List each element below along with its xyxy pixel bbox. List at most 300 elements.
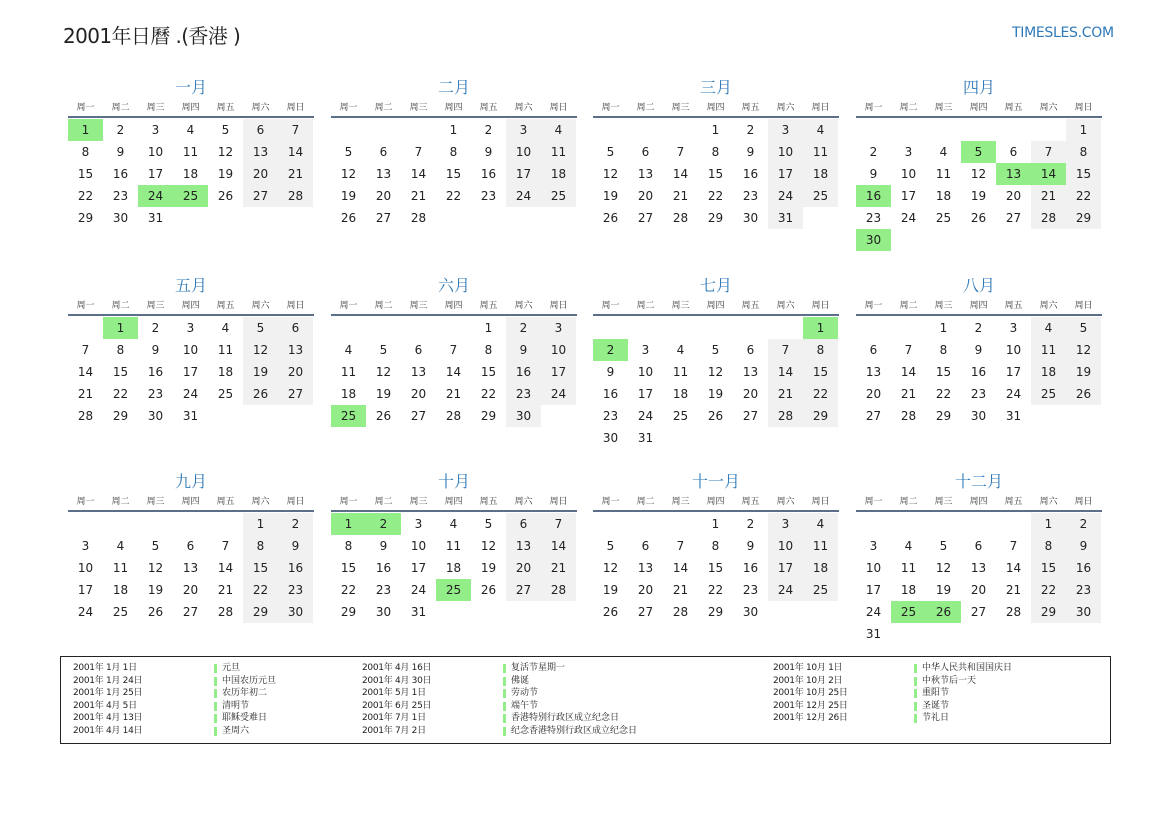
day-cell[interactable]: 23: [147, 387, 164, 401]
day-cell[interactable]: 24: [506, 185, 541, 207]
day-cell[interactable]: 4: [186, 123, 195, 137]
day-cell[interactable]: 2: [116, 123, 125, 137]
day-cell[interactable]: 27: [1005, 211, 1022, 225]
day-cell[interactable]: 6: [414, 343, 423, 357]
day-cell[interactable]: 22: [243, 579, 278, 601]
day-cell[interactable]: 19: [243, 361, 278, 383]
day-cell[interactable]: 2: [151, 321, 160, 335]
day-cell[interactable]: 25: [803, 579, 838, 601]
day-cell[interactable]: 20: [278, 361, 313, 383]
holiday-day-cell[interactable]: 1: [68, 119, 103, 141]
day-cell[interactable]: 19: [340, 189, 357, 203]
day-cell[interactable]: 1: [711, 517, 720, 531]
day-cell[interactable]: 14: [900, 365, 917, 379]
day-cell[interactable]: 3: [904, 145, 913, 159]
day-cell[interactable]: 6: [243, 119, 278, 141]
day-cell[interactable]: 8: [449, 145, 458, 159]
day-cell[interactable]: 24: [768, 579, 803, 601]
day-cell[interactable]: 2: [746, 123, 755, 137]
day-cell[interactable]: 18: [900, 583, 917, 597]
day-cell[interactable]: 8: [711, 145, 720, 159]
day-cell[interactable]: 17: [637, 387, 654, 401]
day-cell[interactable]: 11: [900, 561, 917, 575]
day-cell[interactable]: 12: [602, 561, 619, 575]
day-cell[interactable]: 11: [672, 365, 689, 379]
day-cell[interactable]: 13: [506, 535, 541, 557]
day-cell[interactable]: 18: [112, 583, 129, 597]
day-cell[interactable]: 8: [803, 339, 838, 361]
day-cell[interactable]: 30: [375, 605, 392, 619]
day-cell[interactable]: 22: [1031, 579, 1066, 601]
day-cell[interactable]: 26: [1066, 383, 1101, 405]
day-cell[interactable]: 25: [217, 387, 234, 401]
day-cell[interactable]: 13: [182, 561, 199, 575]
day-cell[interactable]: 5: [221, 123, 230, 137]
day-cell[interactable]: 12: [935, 561, 952, 575]
holiday-day-cell[interactable]: 13: [996, 163, 1031, 185]
day-cell[interactable]: 7: [1031, 141, 1066, 163]
day-cell[interactable]: 9: [379, 539, 388, 553]
day-cell[interactable]: 2: [746, 517, 755, 531]
day-cell[interactable]: 16: [112, 167, 129, 181]
day-cell[interactable]: 26: [480, 583, 497, 597]
day-cell[interactable]: 31: [182, 409, 199, 423]
day-cell[interactable]: 24: [410, 583, 427, 597]
day-cell[interactable]: 26: [217, 189, 234, 203]
day-cell[interactable]: 29: [707, 605, 724, 619]
day-cell[interactable]: 27: [637, 605, 654, 619]
day-cell[interactable]: 24: [865, 605, 882, 619]
day-cell[interactable]: 10: [768, 141, 803, 163]
day-cell[interactable]: 6: [1009, 145, 1018, 159]
day-cell[interactable]: 30: [1066, 601, 1101, 623]
day-cell[interactable]: 29: [112, 409, 129, 423]
day-cell[interactable]: 19: [375, 387, 392, 401]
holiday-day-cell[interactable]: 25: [891, 601, 926, 623]
day-cell[interactable]: 4: [449, 517, 458, 531]
day-cell[interactable]: 18: [217, 365, 234, 379]
day-cell[interactable]: 6: [506, 513, 541, 535]
day-cell[interactable]: 13: [410, 365, 427, 379]
day-cell[interactable]: 28: [768, 405, 803, 427]
day-cell[interactable]: 31: [1005, 409, 1022, 423]
day-cell[interactable]: 10: [147, 145, 164, 159]
day-cell[interactable]: 23: [480, 189, 497, 203]
day-cell[interactable]: 19: [707, 387, 724, 401]
day-cell[interactable]: 24: [77, 605, 94, 619]
day-cell[interactable]: 15: [1066, 163, 1101, 185]
day-cell[interactable]: 22: [1066, 185, 1101, 207]
day-cell[interactable]: 25: [1031, 383, 1066, 405]
day-cell[interactable]: 23: [742, 583, 759, 597]
day-cell[interactable]: 3: [1009, 321, 1018, 335]
day-cell[interactable]: 26: [243, 383, 278, 405]
holiday-day-cell[interactable]: 2: [593, 339, 628, 361]
day-cell[interactable]: 11: [1031, 339, 1066, 361]
day-cell[interactable]: 27: [182, 605, 199, 619]
day-cell[interactable]: 29: [803, 405, 838, 427]
day-cell[interactable]: 16: [506, 361, 541, 383]
day-cell[interactable]: 7: [278, 119, 313, 141]
day-cell[interactable]: 27: [278, 383, 313, 405]
day-cell[interactable]: 17: [182, 365, 199, 379]
holiday-day-cell[interactable]: 25: [331, 405, 366, 427]
holiday-day-cell[interactable]: 2: [366, 513, 401, 535]
day-cell[interactable]: 10: [768, 535, 803, 557]
day-cell[interactable]: 4: [939, 145, 948, 159]
day-cell[interactable]: 22: [445, 189, 462, 203]
day-cell[interactable]: 27: [970, 605, 987, 619]
day-cell[interactable]: 11: [803, 535, 838, 557]
day-cell[interactable]: 14: [672, 167, 689, 181]
day-cell[interactable]: 5: [484, 517, 493, 531]
day-cell[interactable]: 22: [707, 583, 724, 597]
day-cell[interactable]: 4: [1031, 317, 1066, 339]
day-cell[interactable]: 20: [637, 583, 654, 597]
day-cell[interactable]: 9: [484, 145, 493, 159]
day-cell[interactable]: 11: [217, 343, 234, 357]
day-cell[interactable]: 18: [935, 189, 952, 203]
day-cell[interactable]: 1: [449, 123, 458, 137]
day-cell[interactable]: 12: [243, 339, 278, 361]
day-cell[interactable]: 16: [742, 167, 759, 181]
day-cell[interactable]: 1: [1031, 513, 1066, 535]
day-cell[interactable]: 5: [606, 539, 615, 553]
day-cell[interactable]: 9: [746, 145, 755, 159]
day-cell[interactable]: 24: [768, 185, 803, 207]
day-cell[interactable]: 8: [1066, 141, 1101, 163]
day-cell[interactable]: 27: [243, 185, 278, 207]
day-cell[interactable]: 6: [746, 343, 755, 357]
day-cell[interactable]: 30: [147, 409, 164, 423]
day-cell[interactable]: 17: [768, 557, 803, 579]
day-cell[interactable]: 11: [182, 145, 199, 159]
day-cell[interactable]: 10: [506, 141, 541, 163]
day-cell[interactable]: 16: [1066, 557, 1101, 579]
holiday-day-cell[interactable]: 24: [138, 185, 173, 207]
day-cell[interactable]: 20: [865, 387, 882, 401]
day-cell[interactable]: 13: [865, 365, 882, 379]
day-cell[interactable]: 6: [974, 539, 983, 553]
day-cell[interactable]: 22: [803, 383, 838, 405]
holiday-day-cell[interactable]: 30: [856, 229, 891, 251]
day-cell[interactable]: 22: [935, 387, 952, 401]
day-cell[interactable]: 12: [340, 167, 357, 181]
day-cell[interactable]: 23: [278, 579, 313, 601]
day-cell[interactable]: 11: [340, 365, 357, 379]
day-cell[interactable]: 14: [445, 365, 462, 379]
holiday-day-cell[interactable]: 25: [173, 185, 208, 207]
day-cell[interactable]: 3: [768, 513, 803, 535]
day-cell[interactable]: 1: [711, 123, 720, 137]
day-cell[interactable]: 10: [1005, 343, 1022, 357]
day-cell[interactable]: 30: [278, 601, 313, 623]
day-cell[interactable]: 11: [445, 539, 462, 553]
day-cell[interactable]: 21: [672, 583, 689, 597]
day-cell[interactable]: 15: [1031, 557, 1066, 579]
day-cell[interactable]: 13: [243, 141, 278, 163]
day-cell[interactable]: 28: [278, 185, 313, 207]
day-cell[interactable]: 19: [1066, 361, 1101, 383]
day-cell[interactable]: 23: [970, 387, 987, 401]
day-cell[interactable]: 28: [900, 409, 917, 423]
day-cell[interactable]: 31: [410, 605, 427, 619]
day-cell[interactable]: 28: [410, 211, 427, 225]
day-cell[interactable]: 22: [707, 189, 724, 203]
day-cell[interactable]: 5: [711, 343, 720, 357]
day-cell[interactable]: 20: [410, 387, 427, 401]
day-cell[interactable]: 16: [375, 561, 392, 575]
day-cell[interactable]: 10: [900, 167, 917, 181]
day-cell[interactable]: 14: [217, 561, 234, 575]
day-cell[interactable]: 2: [1066, 513, 1101, 535]
day-cell[interactable]: 5: [939, 539, 948, 553]
day-cell[interactable]: 9: [506, 339, 541, 361]
day-cell[interactable]: 19: [147, 583, 164, 597]
day-cell[interactable]: 5: [1066, 317, 1101, 339]
day-cell[interactable]: 8: [243, 535, 278, 557]
day-cell[interactable]: 24: [900, 211, 917, 225]
day-cell[interactable]: 3: [81, 539, 90, 553]
day-cell[interactable]: 21: [1031, 185, 1066, 207]
day-cell[interactable]: 26: [602, 211, 619, 225]
day-cell[interactable]: 10: [865, 561, 882, 575]
day-cell[interactable]: 5: [151, 539, 160, 553]
day-cell[interactable]: 21: [77, 387, 94, 401]
day-cell[interactable]: 27: [742, 409, 759, 423]
day-cell[interactable]: 23: [506, 383, 541, 405]
day-cell[interactable]: 18: [803, 557, 838, 579]
day-cell[interactable]: 16: [147, 365, 164, 379]
day-cell[interactable]: 9: [1066, 535, 1101, 557]
day-cell[interactable]: 1: [939, 321, 948, 335]
day-cell[interactable]: 6: [186, 539, 195, 553]
day-cell[interactable]: 19: [970, 189, 987, 203]
day-cell[interactable]: 29: [340, 605, 357, 619]
day-cell[interactable]: 3: [186, 321, 195, 335]
day-cell[interactable]: 20: [970, 583, 987, 597]
day-cell[interactable]: 13: [375, 167, 392, 181]
day-cell[interactable]: 14: [672, 561, 689, 575]
day-cell[interactable]: 19: [217, 167, 234, 181]
day-cell[interactable]: 15: [803, 361, 838, 383]
day-cell[interactable]: 28: [217, 605, 234, 619]
day-cell[interactable]: 28: [445, 409, 462, 423]
day-cell[interactable]: 8: [344, 539, 353, 553]
day-cell[interactable]: 18: [1031, 361, 1066, 383]
day-cell[interactable]: 21: [217, 583, 234, 597]
day-cell[interactable]: 23: [742, 189, 759, 203]
day-cell[interactable]: 30: [506, 405, 541, 427]
day-cell[interactable]: 15: [445, 167, 462, 181]
day-cell[interactable]: 17: [77, 583, 94, 597]
day-cell[interactable]: 4: [676, 343, 685, 357]
day-cell[interactable]: 13: [637, 561, 654, 575]
holiday-day-cell[interactable]: 14: [1031, 163, 1066, 185]
day-cell[interactable]: 5: [243, 317, 278, 339]
day-cell[interactable]: 18: [672, 387, 689, 401]
holiday-day-cell[interactable]: 1: [103, 317, 138, 339]
day-cell[interactable]: 23: [375, 583, 392, 597]
day-cell[interactable]: 13: [742, 365, 759, 379]
day-cell[interactable]: 6: [869, 343, 878, 357]
day-cell[interactable]: 14: [1005, 561, 1022, 575]
holiday-day-cell[interactable]: 16: [856, 185, 891, 207]
day-cell[interactable]: 23: [112, 189, 129, 203]
day-cell[interactable]: 12: [217, 145, 234, 159]
day-cell[interactable]: 18: [803, 163, 838, 185]
holiday-day-cell[interactable]: 5: [961, 141, 996, 163]
day-cell[interactable]: 21: [900, 387, 917, 401]
day-cell[interactable]: 5: [606, 145, 615, 159]
day-cell[interactable]: 26: [375, 409, 392, 423]
day-cell[interactable]: 4: [541, 119, 576, 141]
day-cell[interactable]: 18: [541, 163, 576, 185]
day-cell[interactable]: 13: [970, 561, 987, 575]
day-cell[interactable]: 12: [147, 561, 164, 575]
day-cell[interactable]: 4: [803, 119, 838, 141]
holiday-day-cell[interactable]: 1: [331, 513, 366, 535]
day-cell[interactable]: 23: [865, 211, 882, 225]
day-cell[interactable]: 1: [484, 321, 493, 335]
day-cell[interactable]: 8: [81, 145, 90, 159]
day-cell[interactable]: 2: [974, 321, 983, 335]
day-cell[interactable]: 26: [707, 409, 724, 423]
day-cell[interactable]: 11: [803, 141, 838, 163]
day-cell[interactable]: 25: [803, 185, 838, 207]
day-cell[interactable]: 2: [484, 123, 493, 137]
day-cell[interactable]: 7: [676, 539, 685, 553]
day-cell[interactable]: 4: [904, 539, 913, 553]
day-cell[interactable]: 16: [602, 387, 619, 401]
day-cell[interactable]: 22: [480, 387, 497, 401]
day-cell[interactable]: 1: [243, 513, 278, 535]
day-cell[interactable]: 27: [375, 211, 392, 225]
day-cell[interactable]: 10: [541, 339, 576, 361]
day-cell[interactable]: 8: [711, 539, 720, 553]
day-cell[interactable]: 17: [541, 361, 576, 383]
day-cell[interactable]: 7: [676, 145, 685, 159]
day-cell[interactable]: 29: [77, 211, 94, 225]
day-cell[interactable]: 4: [344, 343, 353, 357]
day-cell[interactable]: 17: [865, 583, 882, 597]
day-cell[interactable]: 6: [278, 317, 313, 339]
day-cell[interactable]: 10: [77, 561, 94, 575]
day-cell[interactable]: 4: [803, 513, 838, 535]
day-cell[interactable]: 9: [974, 343, 983, 357]
day-cell[interactable]: 29: [935, 409, 952, 423]
day-cell[interactable]: 14: [541, 535, 576, 557]
day-cell[interactable]: 21: [410, 189, 427, 203]
day-cell[interactable]: 26: [602, 605, 619, 619]
day-cell[interactable]: 26: [147, 605, 164, 619]
day-cell[interactable]: 25: [541, 185, 576, 207]
day-cell[interactable]: 11: [935, 167, 952, 181]
day-cell[interactable]: 10: [410, 539, 427, 553]
day-cell[interactable]: 10: [182, 343, 199, 357]
day-cell[interactable]: 29: [1066, 207, 1101, 229]
day-cell[interactable]: 15: [480, 365, 497, 379]
day-cell[interactable]: 15: [707, 167, 724, 181]
day-cell[interactable]: 17: [147, 167, 164, 181]
day-cell[interactable]: 23: [602, 409, 619, 423]
day-cell[interactable]: 14: [768, 361, 803, 383]
day-cell[interactable]: 30: [742, 211, 759, 225]
day-cell[interactable]: 24: [1005, 387, 1022, 401]
day-cell[interactable]: 31: [865, 627, 882, 641]
day-cell[interactable]: 30: [602, 431, 619, 445]
day-cell[interactable]: 24: [637, 409, 654, 423]
day-cell[interactable]: 20: [742, 387, 759, 401]
day-cell[interactable]: 7: [449, 343, 458, 357]
day-cell[interactable]: 20: [637, 189, 654, 203]
day-cell[interactable]: 12: [707, 365, 724, 379]
day-cell[interactable]: 31: [768, 207, 803, 229]
day-cell[interactable]: 17: [1005, 365, 1022, 379]
day-cell[interactable]: 3: [768, 119, 803, 141]
day-cell[interactable]: 22: [340, 583, 357, 597]
day-cell[interactable]: 18: [340, 387, 357, 401]
holiday-day-cell[interactable]: 25: [436, 579, 471, 601]
day-cell[interactable]: 15: [707, 561, 724, 575]
day-cell[interactable]: 18: [182, 167, 199, 181]
day-cell[interactable]: 14: [278, 141, 313, 163]
day-cell[interactable]: 19: [480, 561, 497, 575]
day-cell[interactable]: 3: [151, 123, 160, 137]
day-cell[interactable]: 28: [541, 579, 576, 601]
day-cell[interactable]: 4: [221, 321, 230, 335]
day-cell[interactable]: 20: [243, 163, 278, 185]
day-cell[interactable]: 8: [1031, 535, 1066, 557]
day-cell[interactable]: 8: [939, 343, 948, 357]
day-cell[interactable]: 9: [116, 145, 125, 159]
day-cell[interactable]: 1: [1066, 119, 1101, 141]
day-cell[interactable]: 21: [1005, 583, 1022, 597]
day-cell[interactable]: 14: [410, 167, 427, 181]
day-cell[interactable]: 16: [742, 561, 759, 575]
holiday-day-cell[interactable]: 26: [926, 601, 961, 623]
day-cell[interactable]: 3: [869, 539, 878, 553]
day-cell[interactable]: 27: [410, 409, 427, 423]
day-cell[interactable]: 5: [344, 145, 353, 159]
day-cell[interactable]: 7: [768, 339, 803, 361]
day-cell[interactable]: 26: [970, 211, 987, 225]
day-cell[interactable]: 27: [506, 579, 541, 601]
day-cell[interactable]: 7: [1009, 539, 1018, 553]
day-cell[interactable]: 16: [970, 365, 987, 379]
day-cell[interactable]: 19: [602, 189, 619, 203]
day-cell[interactable]: 23: [1066, 579, 1101, 601]
day-cell[interactable]: 15: [112, 365, 129, 379]
day-cell[interactable]: 30: [970, 409, 987, 423]
day-cell[interactable]: 17: [768, 163, 803, 185]
day-cell[interactable]: 3: [506, 119, 541, 141]
day-cell[interactable]: 26: [340, 211, 357, 225]
day-cell[interactable]: 21: [672, 189, 689, 203]
day-cell[interactable]: 9: [869, 167, 878, 181]
day-cell[interactable]: 9: [151, 343, 160, 357]
day-cell[interactable]: 25: [935, 211, 952, 225]
day-cell[interactable]: 2: [869, 145, 878, 159]
day-cell[interactable]: 3: [541, 317, 576, 339]
day-cell[interactable]: 5: [379, 343, 388, 357]
day-cell[interactable]: 13: [278, 339, 313, 361]
day-cell[interactable]: 17: [506, 163, 541, 185]
day-cell[interactable]: 6: [379, 145, 388, 159]
day-cell[interactable]: 6: [641, 539, 650, 553]
day-cell[interactable]: 21: [278, 163, 313, 185]
holiday-day-cell[interactable]: 1: [803, 317, 838, 339]
